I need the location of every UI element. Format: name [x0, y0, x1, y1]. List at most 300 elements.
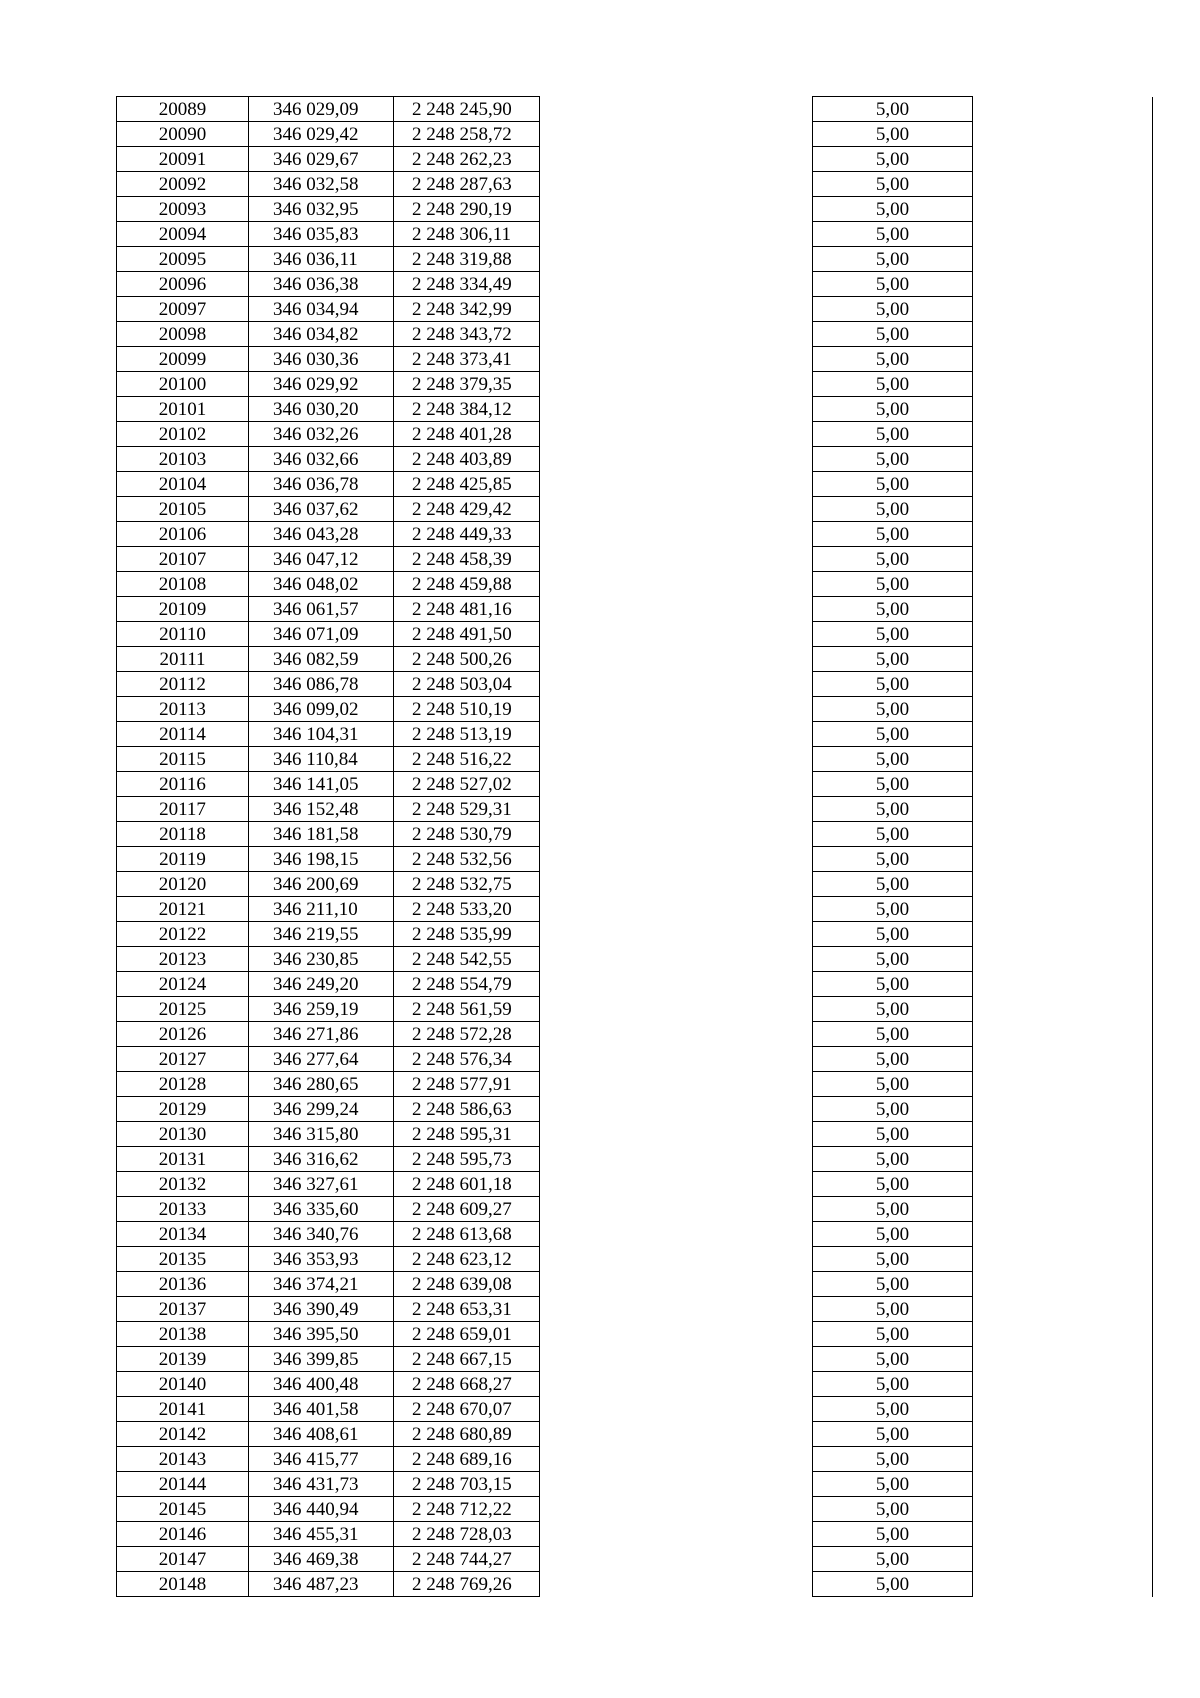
blank-cell: [973, 297, 1153, 322]
point-number-cell: 20119: [117, 847, 249, 872]
y-coordinate-cell: 2 248 639,08: [394, 1272, 540, 1297]
blank-cell: [540, 497, 813, 522]
value-cell: 5,00: [813, 1222, 973, 1247]
table-row: [117, 797, 1153, 822]
table-row: [117, 872, 1153, 897]
x-coordinate-cell: 346 029,67: [249, 147, 394, 172]
y-coordinate-cell: 2 248 516,22: [394, 747, 540, 772]
x-coordinate-cell: 346 030,20: [249, 397, 394, 422]
point-number-cell: 20144: [117, 1472, 249, 1497]
value-cell: 5,00: [813, 1322, 973, 1347]
table-row: [117, 297, 1153, 322]
blank-cell: [540, 322, 813, 347]
blank-cell: [973, 1372, 1153, 1397]
x-coordinate-cell: 346 086,78: [249, 672, 394, 697]
value-cell: 5,00: [813, 272, 973, 297]
table-row: [117, 1297, 1153, 1322]
table-row: [117, 97, 1153, 122]
y-coordinate-cell: 2 248 728,03: [394, 1522, 540, 1547]
point-number-cell: 20105: [117, 497, 249, 522]
table-row: [117, 922, 1153, 947]
table-row: [117, 172, 1153, 197]
blank-cell: [540, 1222, 813, 1247]
table-row: [117, 347, 1153, 372]
blank-cell: [540, 422, 813, 447]
point-number-cell: 20130: [117, 1122, 249, 1147]
blank-cell: [540, 247, 813, 272]
value-cell: 5,00: [813, 647, 973, 672]
table-row: [117, 1247, 1153, 1272]
point-number-cell: 20133: [117, 1197, 249, 1222]
blank-cell: [973, 672, 1153, 697]
x-coordinate-cell: 346 327,61: [249, 1172, 394, 1197]
point-number-cell: 20102: [117, 422, 249, 447]
table-row: [117, 222, 1153, 247]
y-coordinate-cell: 2 248 576,34: [394, 1047, 540, 1072]
point-number-cell: 20123: [117, 947, 249, 972]
table-row: [117, 1272, 1153, 1297]
value-cell: 5,00: [813, 1197, 973, 1222]
point-number-cell: 20098: [117, 322, 249, 347]
table-row: [117, 722, 1153, 747]
value-cell: 5,00: [813, 197, 973, 222]
table-row: [117, 1197, 1153, 1222]
blank-cell: [973, 897, 1153, 922]
blank-cell: [540, 1172, 813, 1197]
value-cell: 5,00: [813, 497, 973, 522]
blank-cell: [540, 522, 813, 547]
value-cell: 5,00: [813, 772, 973, 797]
point-number-cell: 20115: [117, 747, 249, 772]
blank-cell: [540, 1497, 813, 1522]
x-coordinate-cell: 346 395,50: [249, 1322, 394, 1347]
x-coordinate-cell: 346 061,57: [249, 597, 394, 622]
y-coordinate-cell: 2 248 613,68: [394, 1222, 540, 1247]
blank-cell: [973, 1272, 1153, 1297]
blank-cell: [540, 372, 813, 397]
point-number-cell: 20127: [117, 1047, 249, 1072]
table-row: [117, 1547, 1153, 1572]
table-row: [117, 1372, 1153, 1397]
y-coordinate-cell: 2 248 668,27: [394, 1372, 540, 1397]
value-cell: 5,00: [813, 922, 973, 947]
point-number-cell: 20135: [117, 1247, 249, 1272]
x-coordinate-cell: 346 032,58: [249, 172, 394, 197]
x-coordinate-cell: 346 230,85: [249, 947, 394, 972]
point-number-cell: 20131: [117, 1147, 249, 1172]
blank-cell: [973, 147, 1153, 172]
y-coordinate-cell: 2 248 343,72: [394, 322, 540, 347]
blank-cell: [540, 272, 813, 297]
table-row: [117, 272, 1153, 297]
blank-cell: [973, 347, 1153, 372]
point-number-cell: 20114: [117, 722, 249, 747]
x-coordinate-cell: 346 280,65: [249, 1072, 394, 1097]
point-number-cell: 20121: [117, 897, 249, 922]
value-cell: 5,00: [813, 847, 973, 872]
x-coordinate-cell: 346 299,24: [249, 1097, 394, 1122]
x-coordinate-cell: 346 032,26: [249, 422, 394, 447]
y-coordinate-cell: 2 248 680,89: [394, 1422, 540, 1447]
value-cell: 5,00: [813, 1572, 973, 1597]
point-number-cell: 20090: [117, 122, 249, 147]
x-coordinate-cell: 346 198,15: [249, 847, 394, 872]
blank-cell: [973, 1297, 1153, 1322]
y-coordinate-cell: 2 248 258,72: [394, 122, 540, 147]
blank-cell: [540, 1397, 813, 1422]
table-row: [117, 322, 1153, 347]
value-cell: 5,00: [813, 447, 973, 472]
coordinates-table: [116, 96, 1153, 1597]
value-cell: 5,00: [813, 97, 973, 122]
point-number-cell: 20141: [117, 1397, 249, 1422]
blank-cell: [973, 572, 1153, 597]
blank-cell: [540, 972, 813, 997]
value-cell: 5,00: [813, 822, 973, 847]
blank-cell: [973, 622, 1153, 647]
blank-cell: [973, 922, 1153, 947]
y-coordinate-cell: 2 248 670,07: [394, 1397, 540, 1422]
blank-cell: [540, 1047, 813, 1072]
table-row: [117, 697, 1153, 722]
y-coordinate-cell: 2 248 769,26: [394, 1572, 540, 1597]
blank-cell: [540, 397, 813, 422]
x-coordinate-cell: 346 037,62: [249, 497, 394, 522]
point-number-cell: 20136: [117, 1272, 249, 1297]
point-number-cell: 20091: [117, 147, 249, 172]
blank-cell: [540, 197, 813, 222]
blank-cell: [540, 1422, 813, 1447]
table-row: [117, 647, 1153, 672]
blank-cell: [540, 1072, 813, 1097]
value-cell: 5,00: [813, 972, 973, 997]
blank-cell: [540, 1572, 813, 1597]
table-row: [117, 1322, 1153, 1347]
value-cell: 5,00: [813, 322, 973, 347]
value-cell: 5,00: [813, 1522, 973, 1547]
x-coordinate-cell: 346 353,93: [249, 1247, 394, 1272]
x-coordinate-cell: 346 390,49: [249, 1297, 394, 1322]
y-coordinate-cell: 2 248 491,50: [394, 622, 540, 647]
point-number-cell: 20120: [117, 872, 249, 897]
blank-cell: [540, 122, 813, 147]
point-number-cell: 20142: [117, 1422, 249, 1447]
blank-cell: [540, 472, 813, 497]
point-number-cell: 20106: [117, 522, 249, 547]
value-cell: 5,00: [813, 1122, 973, 1147]
blank-cell: [973, 1172, 1153, 1197]
blank-cell: [973, 547, 1153, 572]
y-coordinate-cell: 2 248 595,73: [394, 1147, 540, 1172]
table-row: [117, 897, 1153, 922]
y-coordinate-cell: 2 248 429,42: [394, 497, 540, 522]
point-number-cell: 20140: [117, 1372, 249, 1397]
x-coordinate-cell: 346 032,95: [249, 197, 394, 222]
point-number-cell: 20104: [117, 472, 249, 497]
point-number-cell: 20128: [117, 1072, 249, 1097]
table-row: [117, 247, 1153, 272]
blank-cell: [540, 1322, 813, 1347]
point-number-cell: 20109: [117, 597, 249, 622]
blank-cell: [973, 197, 1153, 222]
blank-cell: [540, 897, 813, 922]
value-cell: 5,00: [813, 1372, 973, 1397]
blank-cell: [973, 247, 1153, 272]
blank-cell: [973, 1522, 1153, 1547]
value-cell: 5,00: [813, 422, 973, 447]
x-coordinate-cell: 346 110,84: [249, 747, 394, 772]
y-coordinate-cell: 2 248 401,28: [394, 422, 540, 447]
table-row: [117, 1147, 1153, 1172]
value-cell: 5,00: [813, 1347, 973, 1372]
table-row: [117, 547, 1153, 572]
y-coordinate-cell: 2 248 623,12: [394, 1247, 540, 1272]
blank-cell: [973, 1547, 1153, 1572]
x-coordinate-cell: 346 431,73: [249, 1472, 394, 1497]
y-coordinate-cell: 2 248 342,99: [394, 297, 540, 322]
x-coordinate-cell: 346 034,82: [249, 322, 394, 347]
y-coordinate-cell: 2 248 689,16: [394, 1447, 540, 1472]
x-coordinate-cell: 346 408,61: [249, 1422, 394, 1447]
x-coordinate-cell: 346 249,20: [249, 972, 394, 997]
y-coordinate-cell: 2 248 609,27: [394, 1197, 540, 1222]
x-coordinate-cell: 346 316,62: [249, 1147, 394, 1172]
blank-cell: [540, 297, 813, 322]
y-coordinate-cell: 2 248 533,20: [394, 897, 540, 922]
x-coordinate-cell: 346 315,80: [249, 1122, 394, 1147]
blank-cell: [973, 447, 1153, 472]
point-number-cell: 20110: [117, 622, 249, 647]
y-coordinate-cell: 2 248 319,88: [394, 247, 540, 272]
blank-cell: [973, 522, 1153, 547]
blank-cell: [973, 1497, 1153, 1522]
table-row: [117, 1472, 1153, 1497]
x-coordinate-cell: 346 036,78: [249, 472, 394, 497]
blank-cell: [973, 797, 1153, 822]
value-cell: 5,00: [813, 1422, 973, 1447]
value-cell: 5,00: [813, 1497, 973, 1522]
point-number-cell: 20093: [117, 197, 249, 222]
value-cell: 5,00: [813, 997, 973, 1022]
y-coordinate-cell: 2 248 530,79: [394, 822, 540, 847]
blank-cell: [540, 572, 813, 597]
value-cell: 5,00: [813, 397, 973, 422]
blank-cell: [540, 547, 813, 572]
point-number-cell: 20147: [117, 1547, 249, 1572]
y-coordinate-cell: 2 248 653,31: [394, 1297, 540, 1322]
table-row: [117, 847, 1153, 872]
blank-cell: [973, 122, 1153, 147]
table-row: [117, 747, 1153, 772]
blank-cell: [973, 1147, 1153, 1172]
blank-cell: [540, 147, 813, 172]
blank-cell: [540, 1472, 813, 1497]
y-coordinate-cell: 2 248 384,12: [394, 397, 540, 422]
y-coordinate-cell: 2 248 513,19: [394, 722, 540, 747]
table-row: [117, 1422, 1153, 1447]
table-row: [117, 147, 1153, 172]
y-coordinate-cell: 2 248 449,33: [394, 522, 540, 547]
point-number-cell: 20097: [117, 297, 249, 322]
point-number-cell: 20100: [117, 372, 249, 397]
blank-cell: [973, 172, 1153, 197]
point-number-cell: 20117: [117, 797, 249, 822]
value-cell: 5,00: [813, 697, 973, 722]
y-coordinate-cell: 2 248 542,55: [394, 947, 540, 972]
blank-cell: [973, 747, 1153, 772]
value-cell: 5,00: [813, 797, 973, 822]
y-coordinate-cell: 2 248 595,31: [394, 1122, 540, 1147]
blank-cell: [540, 97, 813, 122]
blank-cell: [973, 1197, 1153, 1222]
blank-cell: [973, 1572, 1153, 1597]
blank-cell: [973, 472, 1153, 497]
x-coordinate-cell: 346 200,69: [249, 872, 394, 897]
table-row: [117, 597, 1153, 622]
x-coordinate-cell: 346 082,59: [249, 647, 394, 672]
y-coordinate-cell: 2 248 510,19: [394, 697, 540, 722]
blank-cell: [540, 997, 813, 1022]
table-row: [117, 422, 1153, 447]
table-row: [117, 1047, 1153, 1072]
x-coordinate-cell: 346 340,76: [249, 1222, 394, 1247]
y-coordinate-cell: 2 248 334,49: [394, 272, 540, 297]
value-cell: 5,00: [813, 1397, 973, 1422]
value-cell: 5,00: [813, 622, 973, 647]
blank-cell: [973, 1347, 1153, 1372]
point-number-cell: 20139: [117, 1347, 249, 1372]
value-cell: 5,00: [813, 897, 973, 922]
point-number-cell: 20096: [117, 272, 249, 297]
y-coordinate-cell: 2 248 458,39: [394, 547, 540, 572]
blank-cell: [540, 1097, 813, 1122]
table-row: [117, 1447, 1153, 1472]
value-cell: 5,00: [813, 1022, 973, 1047]
blank-cell: [973, 272, 1153, 297]
point-number-cell: 20099: [117, 347, 249, 372]
table-row: [117, 822, 1153, 847]
point-number-cell: 20089: [117, 97, 249, 122]
x-coordinate-cell: 346 415,77: [249, 1447, 394, 1472]
table-row: [117, 197, 1153, 222]
x-coordinate-cell: 346 400,48: [249, 1372, 394, 1397]
blank-cell: [973, 722, 1153, 747]
blank-cell: [540, 922, 813, 947]
x-coordinate-cell: 346 259,19: [249, 997, 394, 1022]
x-coordinate-cell: 346 374,21: [249, 1272, 394, 1297]
blank-cell: [973, 997, 1153, 1022]
blank-cell: [540, 1522, 813, 1547]
table-row: [117, 372, 1153, 397]
blank-cell: [540, 622, 813, 647]
blank-cell: [540, 1272, 813, 1297]
blank-cell: [973, 222, 1153, 247]
blank-cell: [973, 772, 1153, 797]
y-coordinate-cell: 2 248 287,63: [394, 172, 540, 197]
point-number-cell: 20143: [117, 1447, 249, 1472]
x-coordinate-cell: 346 277,64: [249, 1047, 394, 1072]
point-number-cell: 20101: [117, 397, 249, 422]
point-number-cell: 20118: [117, 822, 249, 847]
value-cell: 5,00: [813, 1072, 973, 1097]
value-cell: 5,00: [813, 1447, 973, 1472]
blank-cell: [973, 822, 1153, 847]
point-number-cell: 20148: [117, 1572, 249, 1597]
blank-cell: [973, 97, 1153, 122]
value-cell: 5,00: [813, 1297, 973, 1322]
blank-cell: [540, 1122, 813, 1147]
point-number-cell: 20138: [117, 1322, 249, 1347]
point-number-cell: 20107: [117, 547, 249, 572]
value-cell: 5,00: [813, 872, 973, 897]
blank-cell: [973, 947, 1153, 972]
value-cell: 5,00: [813, 1272, 973, 1297]
y-coordinate-cell: 2 248 532,56: [394, 847, 540, 872]
value-cell: 5,00: [813, 172, 973, 197]
blank-cell: [540, 872, 813, 897]
blank-cell: [540, 1447, 813, 1472]
blank-cell: [973, 597, 1153, 622]
point-number-cell: 20095: [117, 247, 249, 272]
blank-cell: [973, 972, 1153, 997]
blank-cell: [973, 1472, 1153, 1497]
blank-cell: [973, 1422, 1153, 1447]
blank-cell: [540, 1022, 813, 1047]
y-coordinate-cell: 2 248 459,88: [394, 572, 540, 597]
y-coordinate-cell: 2 248 577,91: [394, 1072, 540, 1097]
x-coordinate-cell: 346 043,28: [249, 522, 394, 547]
blank-cell: [540, 1247, 813, 1272]
value-cell: 5,00: [813, 547, 973, 572]
blank-cell: [973, 1222, 1153, 1247]
blank-cell: [540, 1372, 813, 1397]
point-number-cell: 20124: [117, 972, 249, 997]
blank-cell: [973, 847, 1153, 872]
point-number-cell: 20094: [117, 222, 249, 247]
table-row: [117, 1572, 1153, 1597]
table-row: [117, 997, 1153, 1022]
point-number-cell: 20134: [117, 1222, 249, 1247]
table-row: [117, 497, 1153, 522]
blank-cell: [973, 397, 1153, 422]
point-number-cell: 20103: [117, 447, 249, 472]
value-cell: 5,00: [813, 472, 973, 497]
y-coordinate-cell: 2 248 712,22: [394, 1497, 540, 1522]
value-cell: 5,00: [813, 522, 973, 547]
blank-cell: [973, 372, 1153, 397]
blank-cell: [540, 172, 813, 197]
value-cell: 5,00: [813, 147, 973, 172]
blank-cell: [540, 722, 813, 747]
table-row: [117, 397, 1153, 422]
y-coordinate-cell: 2 248 667,15: [394, 1347, 540, 1372]
y-coordinate-cell: 2 248 572,28: [394, 1022, 540, 1047]
y-coordinate-cell: 2 248 245,90: [394, 97, 540, 122]
table-row: [117, 1397, 1153, 1422]
x-coordinate-cell: 346 029,42: [249, 122, 394, 147]
y-coordinate-cell: 2 248 527,02: [394, 772, 540, 797]
value-cell: 5,00: [813, 222, 973, 247]
y-coordinate-cell: 2 248 481,16: [394, 597, 540, 622]
value-cell: 5,00: [813, 1147, 973, 1172]
blank-cell: [973, 422, 1153, 447]
table-row: [117, 972, 1153, 997]
value-cell: 5,00: [813, 572, 973, 597]
x-coordinate-cell: 346 104,31: [249, 722, 394, 747]
y-coordinate-cell: 2 248 262,23: [394, 147, 540, 172]
table-row: [117, 1347, 1153, 1372]
x-coordinate-cell: 346 401,58: [249, 1397, 394, 1422]
